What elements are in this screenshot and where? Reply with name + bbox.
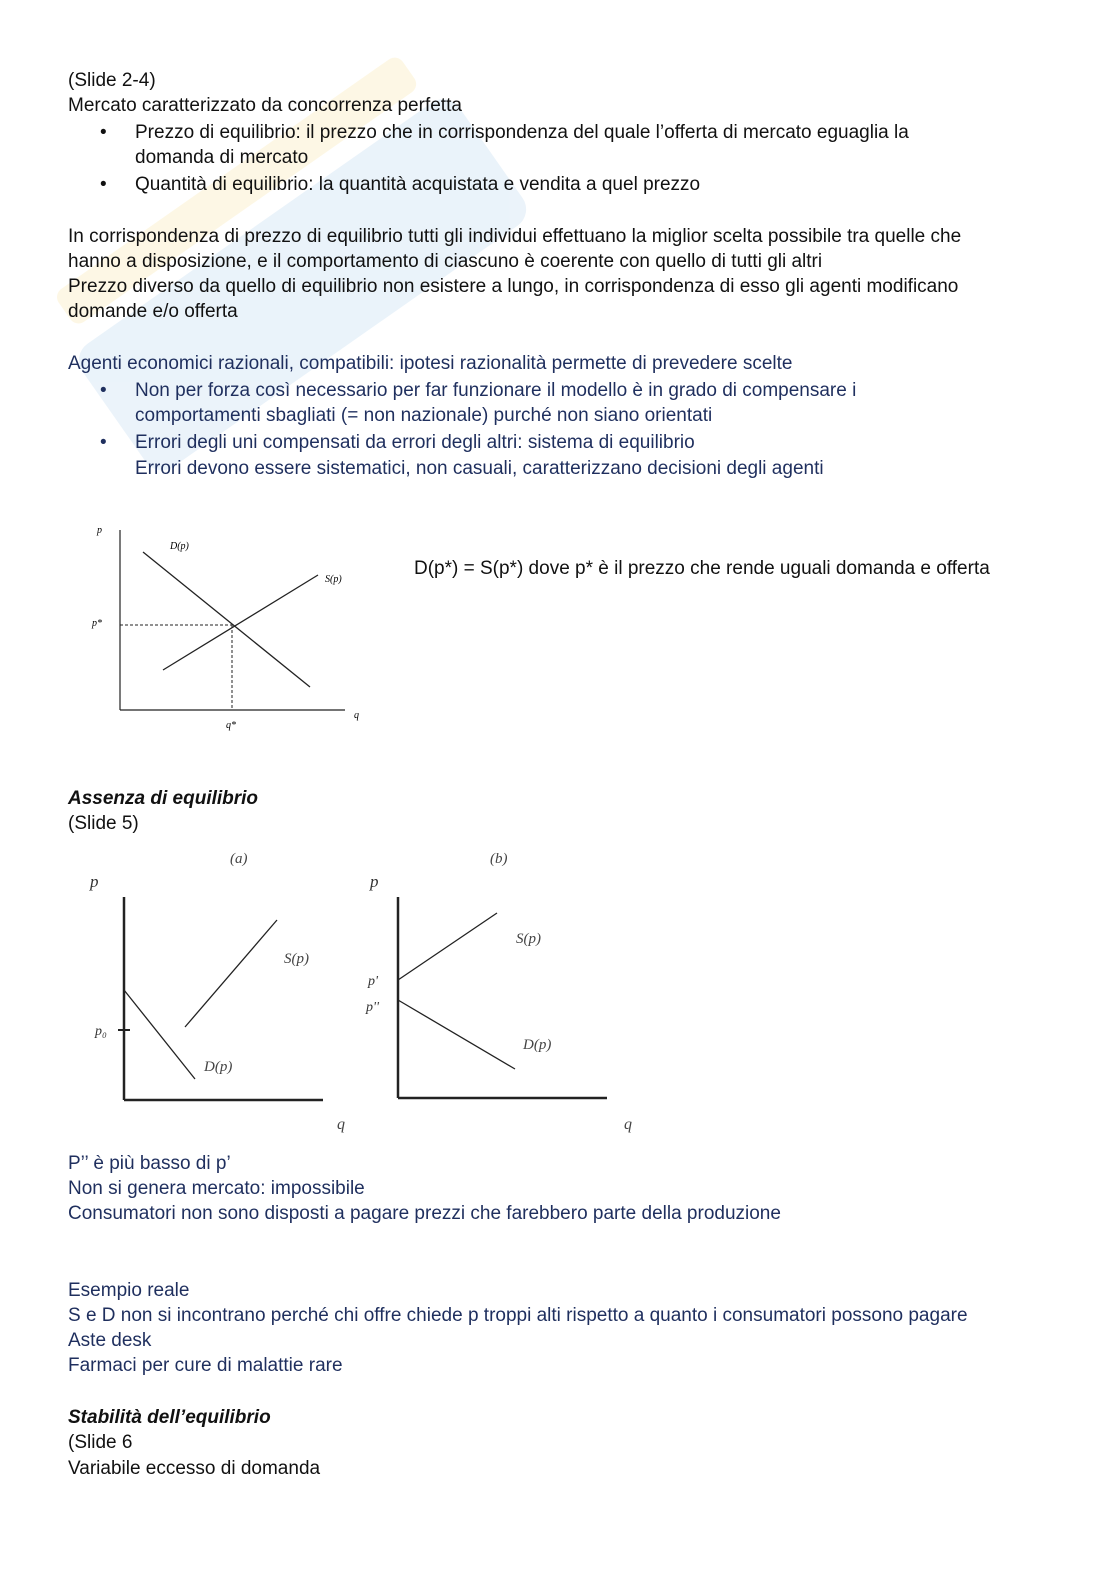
section-heading: Stabilità dell’equilibrio [68,1407,271,1428]
note-line: Non si genera mercato: impossibile [68,1178,365,1199]
note-line: Consumatori non sono disposti a pagare prezzi che farebbero parte della produzione [68,1203,781,1224]
supply-curve [185,920,277,1027]
slide-ref: (Slide 2-4) [68,70,156,91]
panel-a-label: (a) [230,851,248,867]
paragraph-line: Prezzo diverso da quello di equilibrio non esistere a lungo, in corrispondenza di esso gli agenti modificano [68,276,959,297]
demand-curve [398,1000,515,1069]
axis-p-label: p [370,872,379,891]
bullet-icon: • [100,174,107,195]
example-heading: Esempio reale [68,1280,190,1301]
axis-p-label: p [90,872,99,891]
example-line: Farmaci per cure di malattie rare [68,1355,343,1376]
equilibrium-chart [80,515,380,740]
p0-label: p₀ [95,1024,107,1039]
paragraph-line: Variabile eccesso di domanda [68,1458,321,1479]
section-title: Mercato caratterizzato da concorrenza perfetta [68,95,462,116]
axis-q-label: q [624,1116,632,1133]
bullet-icon: • [100,122,107,143]
axis-p-label: p [97,525,102,536]
p-double-prime-label: p'' [366,1000,379,1015]
supply-label: S(p) [284,951,309,967]
p-star-label: p* [92,618,102,629]
note-line: P’’ è più basso di p’ [68,1153,231,1174]
agents-intro: Agenti economici razionali, compatibili: ipotesi razionalità permette di prevedere scelte [68,353,793,374]
demand-label: D(p) [204,1059,233,1075]
paragraph-line: In corrispondenza di prezzo di equilibrio tutti gli individui effettuano la miglior scelta possibile tra quelle che [68,226,962,247]
bullet-icon: • [100,432,107,453]
chart-b [360,845,660,1135]
paragraph-line: hanno a disposizione, e il comportamento di ciascuno è coerente con quello di tutti gli altri [68,251,823,272]
supply-curve [398,913,497,980]
chart-a [80,845,360,1135]
bullet-icon: • [100,380,107,401]
supply-label: S(p) [325,574,342,585]
section-heading: Assenza di equilibrio [68,788,259,809]
demand-curve [124,990,195,1079]
slide-ref: (Slide 6 [68,1432,133,1453]
demand-label: D(p) [523,1037,552,1053]
example-line: Aste desk [68,1330,152,1351]
q-star-label: q* [226,720,236,731]
document-page: (Slide 2-4) Mercato caratterizzato da concorrenza perfetta • Prezzo di equilibrio: il prezzo che in corrispondenza del quale l’offerta di mercato eguaglia la domanda di mercato • Quantità di equilibrio: la quantità acquistata e vendita a quel prezzo In corrispondenza di prezzo di equilibrio tutti gli individui effettuano la miglior scelta possibile tra quelle che hanno a disposizione, e il comportamento di ciascuno è coerente con quello di tutti gli altri Prezzo diverso da quello di equilibrio non esistere a lungo, in corrispondenza di esso gli agenti modificano domande e/o offerta Agenti economici razionali, compatibili: ipotesi razionalità permette di prevedere scelte • Non per forza così necessario per far funzionare il modello è in grado di compensare i comportamenti sbagliati (= non nazionale) purché non siano orientati • Errori degli uni compensati da errori degli altri: sistema di equilibrio Errori devono essere sistematici, non casuali, caratterizzano decisioni degli agenti p q D(p) S(p) p* q* D(p*) = S(p*) dove p* è il prezzo che rende uguali domanda e offerta Assenza di equilibrio (Slide 5) (a) p p₀ S(p) D(p) q (b) p p' p'' S(p) D(p) q P’’ è più basso di p’ Non si genera mercato: impossibile Consumatori non sono disposti a pagare prezzi che farebbero parte della produzione Esempio reale S e D non si incontrano perché chi offre chiede p troppi alti rispetto a quanto i consumatori possono pagare Aste desk Farmaci per cure di malattie rare Stabilità dell’equilibrio (Slide 6 Variabile eccesso di domanda [0,0,1116,1579]
axis-q-label: q [354,710,359,721]
equilibrium-equation: D(p*) = S(p*) dove p* è il prezzo che rende uguali domanda e offerta [414,558,990,579]
supply-curve [163,575,318,670]
example-line: S e D non si incontrano perché chi offre chiede p troppi alti rispetto a quanto i consumatori possono pagare [68,1305,968,1326]
supply-label: S(p) [516,931,541,947]
slide-ref: (Slide 5) [68,813,139,834]
axis-q-label: q [337,1116,345,1133]
paragraph-line: domande e/o offerta [68,301,238,322]
demand-label: D(p) [170,541,189,552]
p-prime-label: p' [368,974,378,989]
panel-b-label: (b) [490,851,508,867]
